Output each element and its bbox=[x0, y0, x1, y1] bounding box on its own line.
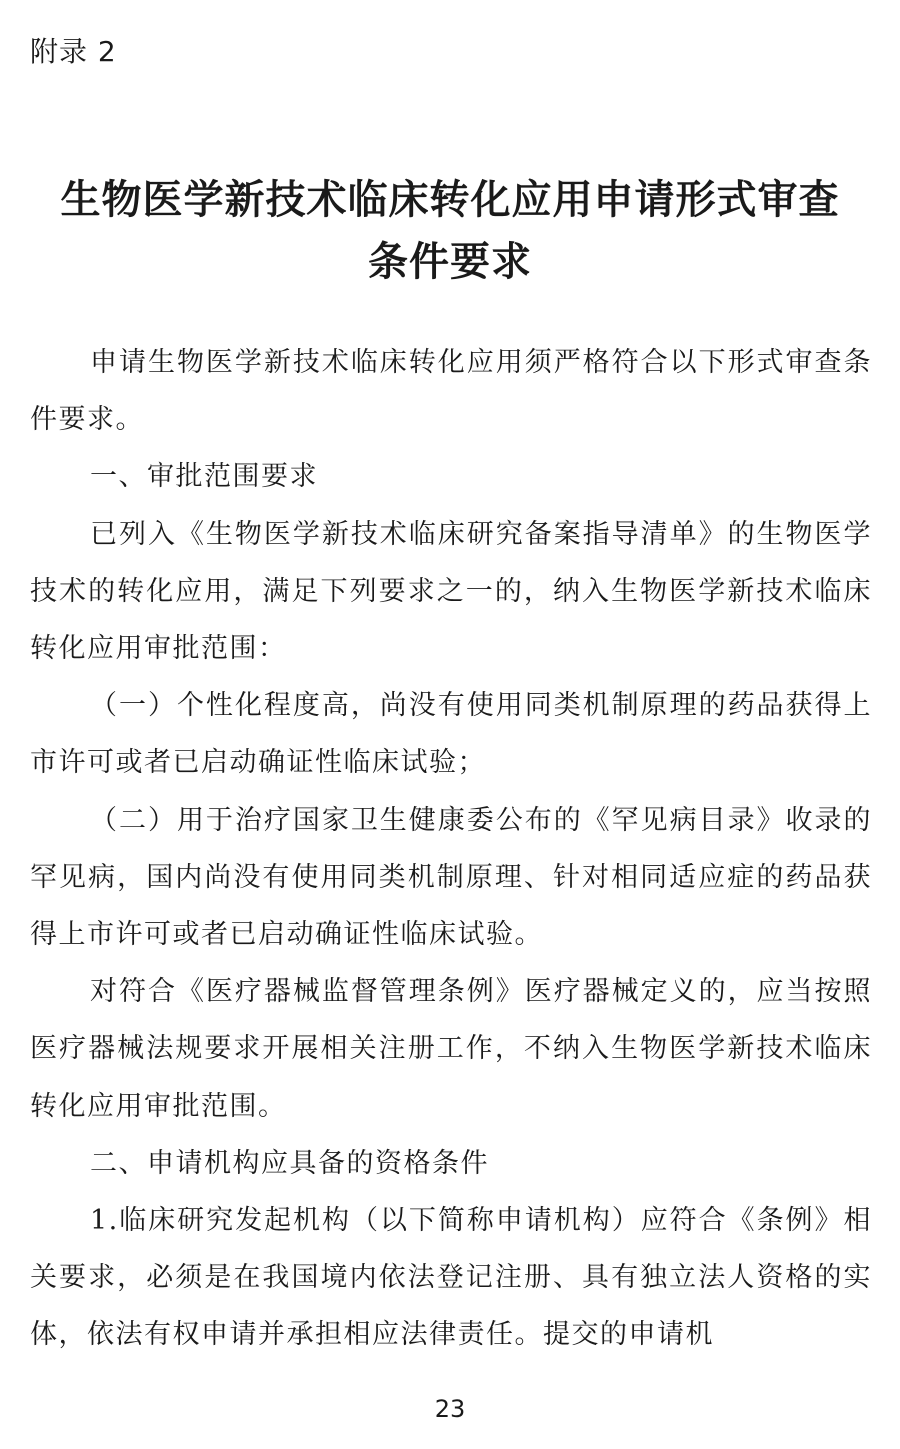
section-2-heading: 二、申请机构应具备的资格条件 bbox=[90, 1147, 489, 1179]
intro-paragraph: 申请生物医学新技术临床转化应用须严格符合以下形式审查条件要求。 bbox=[30, 347, 872, 436]
section-1-paragraph: 已列入《生物医学新技术临床研究备案指导清单》的生物医学技术的转化应用，满足下列要求之一的，纳入生物医学新技术临床转化应用审批范围： bbox=[30, 518, 872, 665]
document-title-line-1: 生物医学新技术临床转化应用申请形式审查 bbox=[60, 177, 840, 223]
page-number: 23 bbox=[434, 1395, 466, 1423]
appendix-label: 附录 2 bbox=[30, 35, 117, 68]
section-1-item-2: （二）用于治疗国家卫生健康委公布的《罕见病目录》收录的罕见病，国内尚没有使用同类机制原理、针对相同适应症的药品获得上市许可或者已启动确证性临床试验。 bbox=[30, 804, 872, 951]
document-body bbox=[30, 334, 872, 1364]
section-1-heading: 一、审批范围要求 bbox=[90, 461, 318, 493]
section-1-item-1: （一）个性化程度高，尚没有使用同类机制原理的药品获得上市许可或者已启动确证性临床试验； bbox=[30, 690, 872, 779]
section-2-paragraph: 1.临床研究发起机构（以下简称申请机构）应符合《条例》相关要求，必须是在我国境内依法登记注册、具有独立法人资格的实体，依法有权申请并承担相应法律责任。提交的申请机 bbox=[30, 1205, 872, 1351]
document-title-line-2: 条件要求 bbox=[368, 239, 532, 285]
section-1-paragraph-2: 对符合《医疗器械监督管理条例》医疗器械定义的，应当按照医疗器械法规要求开展相关注册工作，不纳入生物医学新技术临床转化应用审批范围。 bbox=[30, 976, 872, 1122]
